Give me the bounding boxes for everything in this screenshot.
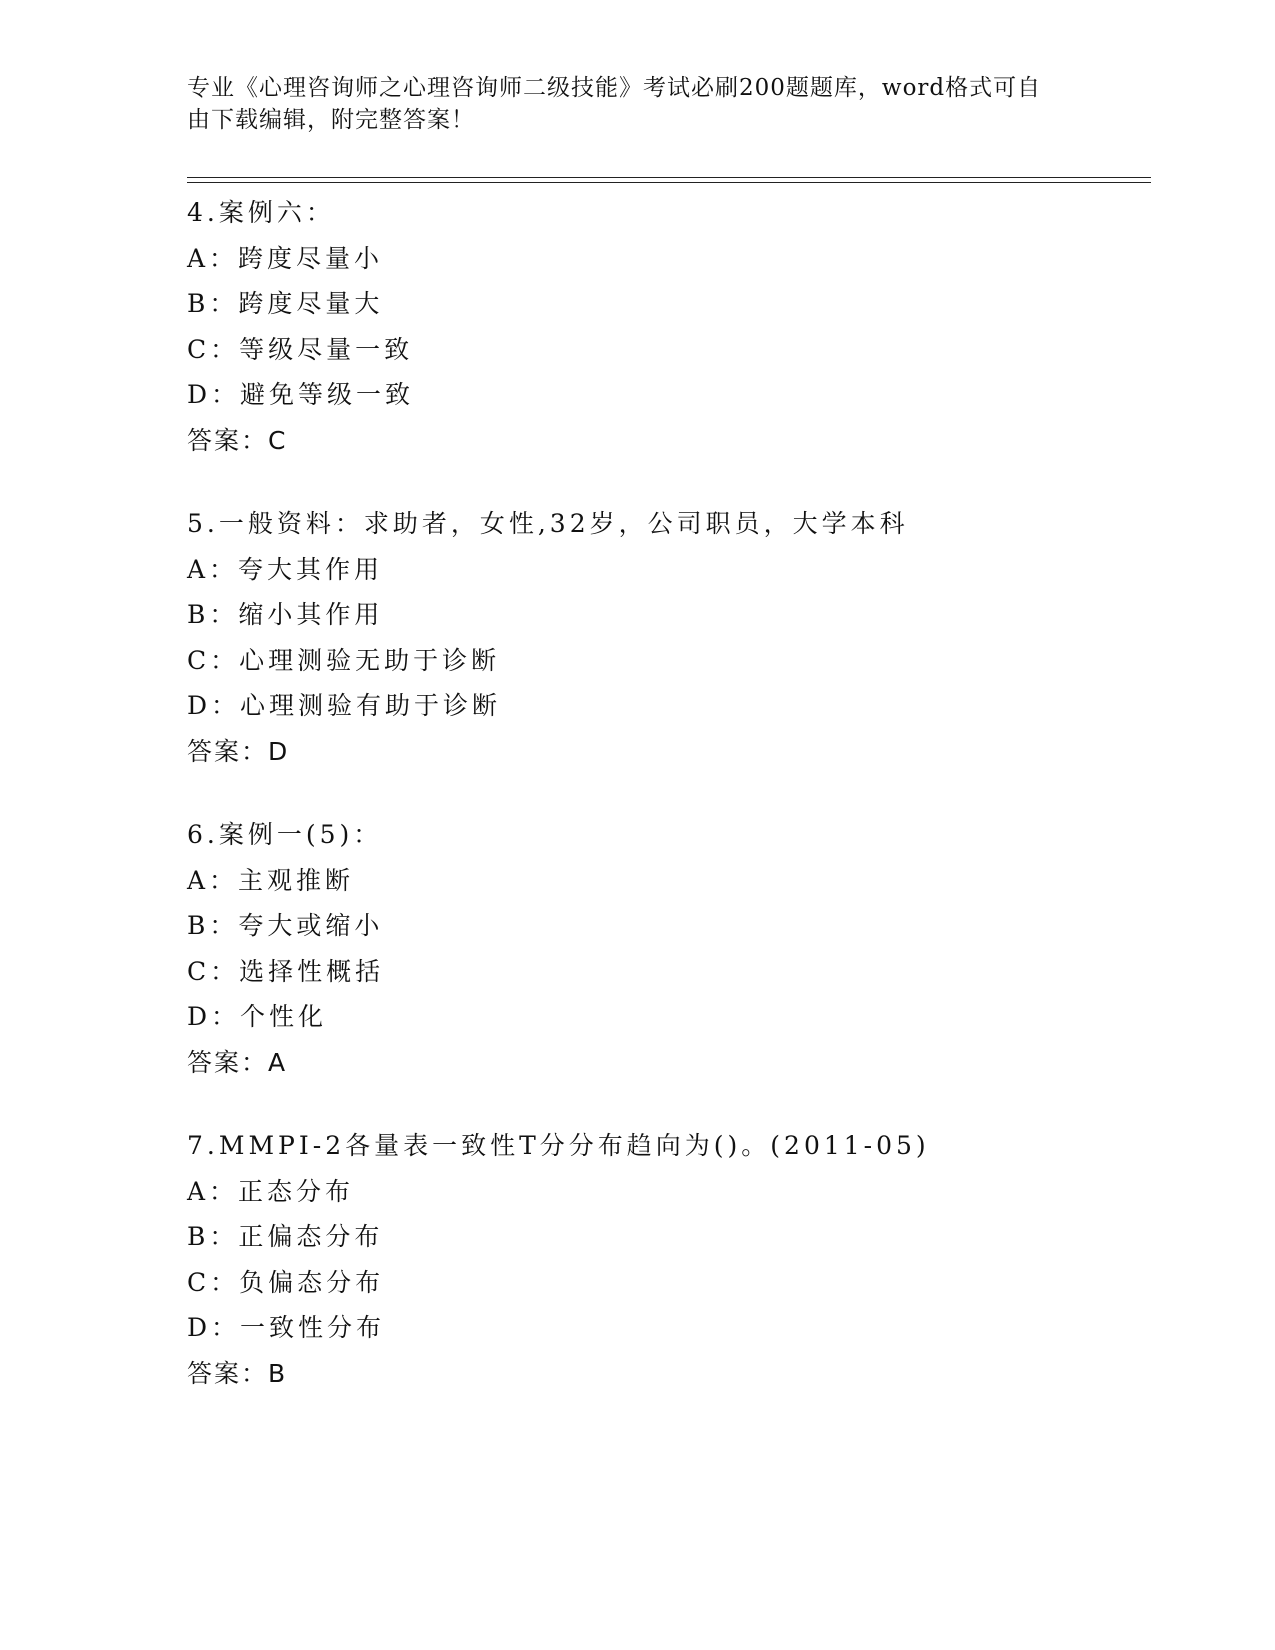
question-4 — [187, 190, 1147, 463]
option-d: D：心理测验有助于诊断 — [187, 691, 502, 720]
question-5 — [187, 501, 1147, 774]
answer-text: 答案：D — [187, 736, 290, 766]
option-d: D：一致性分布 — [187, 1313, 386, 1342]
question-stem: 6.案例一(5)： — [187, 820, 383, 849]
option-b: B：夸大或缩小 — [187, 911, 384, 940]
header-line-2: 由下载编辑，附完整答案！ — [187, 107, 475, 133]
header-divider-bottom — [187, 182, 1151, 183]
document-header — [187, 72, 1067, 136]
question-stem: 5.一般资料：求助者，女性,32岁，公司职员，大学本科 — [187, 509, 909, 538]
question-stem: 7.MMPI-2各量表一致性T分分布趋向为()。(2011-05) — [187, 1131, 930, 1160]
question-stem: 4.案例六： — [187, 198, 335, 227]
answer-text: 答案：B — [187, 1358, 288, 1388]
option-a: A：夸大其作用 — [187, 554, 384, 584]
option-b: B：缩小其作用 — [187, 600, 384, 629]
answer-text: 答案：A — [187, 1047, 288, 1077]
option-a: A：正态分布 — [187, 1176, 355, 1206]
option-b: B：跨度尽量大 — [187, 289, 384, 318]
option-a: A：主观推断 — [187, 865, 355, 895]
option-b: B：正偏态分布 — [187, 1222, 384, 1251]
header-line-1: 专业《心理咨询师之心理咨询师二级技能》考试必刷200题题库，word格式可自 — [187, 75, 1042, 101]
option-c: C：选择性概括 — [187, 956, 385, 986]
option-c: C：心理测验无助于诊断 — [187, 645, 501, 675]
option-c: C：等级尽量一致 — [187, 334, 414, 364]
option-d: D：避免等级一致 — [187, 380, 415, 409]
header-divider-top — [187, 177, 1151, 178]
option-d: D：个性化 — [187, 1002, 328, 1031]
question-6 — [187, 812, 1147, 1085]
answer-text: 答案：C — [187, 425, 288, 455]
question-7 — [187, 1123, 1147, 1396]
question-list — [187, 190, 1147, 1434]
option-a: A：跨度尽量小 — [187, 243, 384, 273]
option-c: C：负偏态分布 — [187, 1267, 385, 1297]
